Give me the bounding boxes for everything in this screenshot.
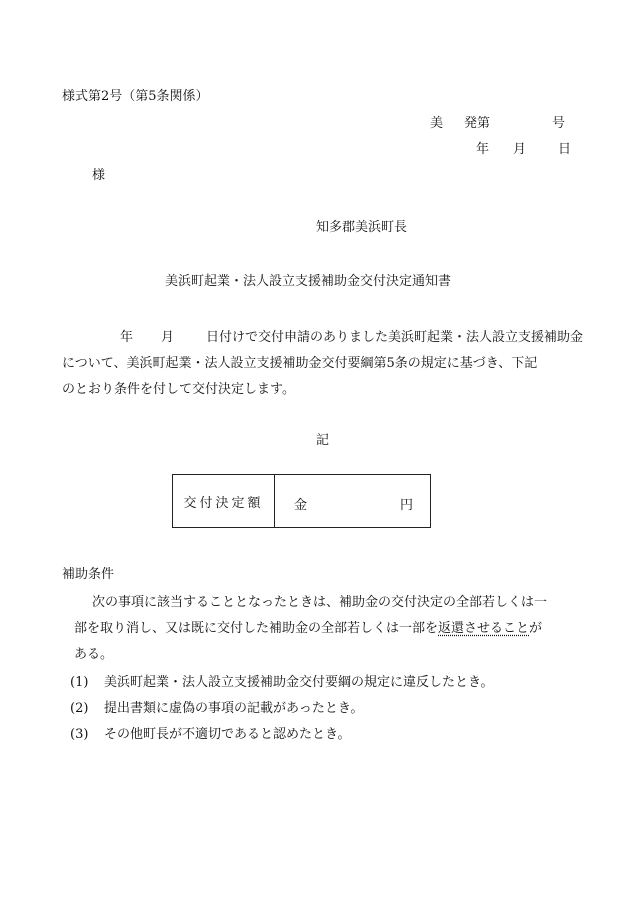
condition-number: (2) [70,701,89,716]
conditions-list [70,670,493,748]
conditions-intro-line-2a: 部を取り消し、又は既に交付した補助金の全部若しくは一部を [74,621,439,636]
conditions-intro-underlined: 返還させること [438,621,530,636]
doc-number-prefix: 美 [430,116,444,131]
date-line [476,142,571,158]
amount-value-cell [275,475,430,527]
body-line-1-rest: 日付けで交付申請のありました美浜町起業・法人設立支援補助金 [206,330,584,345]
condition-text: 美浜町起業・法人設立支援補助金交付要綱の規定に違反したとき。 [104,675,494,690]
condition-item [70,670,493,696]
conditions-intro [62,590,592,668]
doc-number-mid: 発第 [464,116,491,131]
ki-heading: 記 [316,433,330,448]
condition-item [70,722,493,748]
amount-yen: 円 [399,498,413,513]
body-line-2: について、美浜町起業・法人設立支援補助金交付要綱第5条の規定に基づき、下記 [62,356,538,371]
date-year: 年 [476,142,490,157]
condition-number: (3) [70,727,89,742]
amount-table [172,474,431,528]
condition-text: 提出書類に虚偽の事項の記載があったとき。 [104,701,364,716]
body-line-1 [62,325,582,351]
addressee-suffix: 様 [92,168,106,183]
form-label: 様式第2号（第5条関係） [62,89,209,104]
issuer: 知多郡美浜町長 [316,220,408,235]
conditions-intro-line-3: ある。 [74,647,114,662]
conditions-intro-line-1: 次の事項に該当することとなったときは、補助金の交付決定の全部若しくは一 [92,595,548,610]
condition-text: その他町長が不適切であると認めたとき。 [104,727,351,742]
body-month: 月 [161,330,175,345]
date-day: 日 [558,142,572,157]
amount-kin: 金 [294,498,308,513]
condition-item [70,696,493,722]
condition-number: (1) [70,675,89,690]
document-number [430,116,565,132]
conditions-intro-line-2 [62,616,592,642]
doc-number-suffix: 号 [552,116,566,131]
amount-label: 交付決定額 [173,475,275,527]
conditions-intro-line-2c: が [529,621,543,636]
body-paragraph [62,325,582,403]
conditions-heading: 補助条件 [62,567,115,582]
body-year: 年 [120,330,134,345]
body-line-3: のとおり条件を付して交付決定します。 [62,382,295,397]
date-month: 月 [513,142,527,157]
document-title: 美浜町起業・法人設立支援補助金交付決定通知書 [165,274,452,289]
